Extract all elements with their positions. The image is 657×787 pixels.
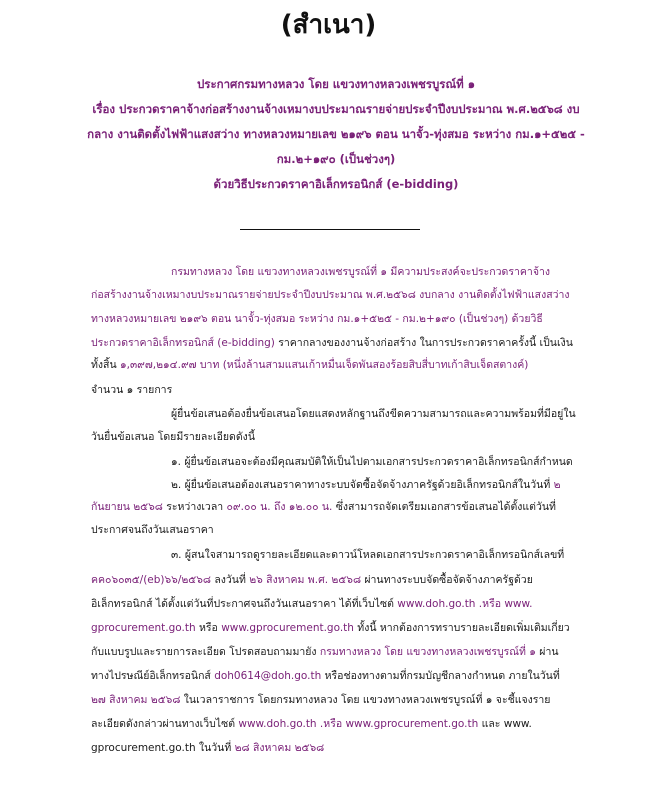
website-link-5[interactable]: gprocurement.go.th <box>91 742 196 754</box>
bid-time-range: ๐๙.๐๐ น. ถึง ๑๒.๐๐ น. <box>226 501 333 513</box>
condition-item-2-line-3: ประกาศจนถึงวันเสนอราคา <box>91 524 214 536</box>
inquiry-deadline-date: ๒๗ สิงหาคม ๒๕๖๘ <box>91 694 181 706</box>
para1-line-4 <box>91 334 591 353</box>
header-line-2: เรื่อง ประกวดราคาจ้างก่อสร้างงานจ้างเหมางบประมาณรายจ่ายประจำปีงบประมาณ พ.ศ.๒๕๖๘ งบ <box>92 102 580 116</box>
via-label: ผ่าน <box>535 646 559 658</box>
para1-line-1: กรมทางหลวง โดย แขวงทางหลวงเพชรบูรณ์ที่ ๑ มีความประสงค์จะประกวดราคาจ้าง <box>171 266 551 278</box>
website-link-4[interactable]: www.doh.go.th .หรือ www.gprocurement.go.th <box>238 718 479 730</box>
para1-line-2: ก่อสร้างงานจ้างเหมางบประมาณรายจ่ายประจำปีงบประมาณ พ.ศ.๒๕๖๘ งบกลาง งานติดตั้งไฟฟ้าแสงสว่าง <box>91 289 570 301</box>
or-label: หรือ <box>195 622 222 634</box>
dated-label: ลงวันที่ <box>211 574 250 586</box>
items-count: จำนวน ๑ รายการ <box>91 384 173 396</box>
condition-item-1: ๑. ผู้ยื่นข้อเสนอจะต้องมีคุณสมบัติให้เป็นไปตามเอกสารประกวดราคาอิเล็กทรอนิกส์กำหนด <box>171 456 573 468</box>
website-link-3[interactable]: www.gprocurement.go.th <box>221 622 354 634</box>
announcement-header <box>86 72 586 197</box>
details-label: ละเอียดดังกล่าวผ่านทางเว็บไซต์ <box>91 718 239 730</box>
condition-item-3-line-3 <box>91 595 591 614</box>
condition-item-3-line-7 <box>91 691 591 710</box>
document-date: ๒๖ สิงหาคม พ.ศ. ๒๕๖๘ <box>249 574 362 586</box>
and-www: และ www. <box>478 718 532 730</box>
header-line-1: ประกาศกรมทางหลวง โดย แขวงทางหลวงเพชรบูรณ์ที่ ๑ <box>196 77 476 91</box>
header-line-3: กลาง งานติดตั้งไฟฟ้าแสงสว่าง ทางหลวงหมายเลข ๒๑๙๖ ตอน นาจั้ว-ทุ่งสมอ ระหว่าง กม.๑+๕๒๕ - <box>87 127 585 141</box>
clarify-text: ในเวลาราชการ โดยกรมทางหลวง โดย แขวงทางหลวงเพชรบูรณ์ที่ ๑ จะชี้แจงราย <box>180 694 551 706</box>
reference-price-text: ราคากลางของงานจ้างก่อสร้าง ในการประกวดราคาครั้งนี้ เป็นเงิน <box>274 337 573 349</box>
condition-item-3-line-8 <box>91 715 591 734</box>
bid-month-year: กันยายน ๒๕๖๘ <box>91 501 163 513</box>
condition-item-3-line-1: ๓. ผู้สนใจสามารถดูรายละเอียดและดาวน์โหลดเอกสารประกวดราคาอิเล็กทรอนิกส์เลขที่ <box>171 549 565 561</box>
document-number: คค๐๖๐๓๕/(eb)๖๖/๒๕๖๘ <box>91 574 212 586</box>
item2-text: ๒. ผู้ยื่นข้อเสนอต้องเสนอราคาทางระบบจัดซื้อจัดจ้างภาครัฐด้วยอิเล็กทรอนิกส์ในวันที่ <box>171 479 554 491</box>
para2-line-2: วันยื่นข้อเสนอ โดยมีรายละเอียดดังนี้ <box>91 431 255 443</box>
contact-label: กับแบบรูปและรายการละเอียด โปรดสอบถามมายัง <box>91 646 320 658</box>
e-bidding-text: ประกวดราคาอิเล็กทรอนิกส์ (e-bidding) <box>91 337 275 349</box>
clarification-date: ๒๘ สิงหาคม ๒๕๖๘ <box>234 742 325 754</box>
total-label: ทั้งสิ้น <box>91 359 120 371</box>
contact-email-link[interactable]: doh0614@doh.go.th <box>214 670 322 682</box>
website-link-1[interactable]: www.doh.go.th .หรือ www. <box>397 598 533 610</box>
website-link-2[interactable]: gprocurement.go.th <box>91 622 196 634</box>
time-label: ระหว่างเวลา <box>162 501 227 513</box>
bid-day: ๒ <box>553 479 561 491</box>
condition-item-3-line-6 <box>91 667 591 686</box>
header-line-4: กม.๒+๑๙๐ (เป็นช่วงๆ) <box>276 152 396 166</box>
website-label: อิเล็กทรอนิกส์ ได้ตั้งแต่วันที่ประกาศจนถึงวันเสนอราคา ได้ที่เว็บไซต์ <box>91 598 398 610</box>
condition-item-3-line-9 <box>91 739 591 758</box>
inquiry-text: ทั้งนี้ หากต้องการทราบรายละเอียดเพิ่มเติมเกี่ยว <box>353 622 570 634</box>
prep-text: ซึ่งสามารถจัดเตรียมเอกสารข้อเสนอได้ตั้งแต่วันที่ <box>332 501 556 513</box>
condition-item-2-line-1 <box>171 476 657 495</box>
contact-office: กรมทางหลวง โดย แขวงทางหลวงเพชรบูรณ์ที่ ๑ <box>319 646 536 658</box>
para1-line-3: ทางหลวงหมายเลข ๒๑๙๖ ตอน นาจั้ว-ทุ่งสมอ ระหว่าง กม.๑+๕๒๕ - กม.๒+๑๙๐ (เป็นช่วงๆ) ด้วยวิธี <box>91 313 543 325</box>
on-date-label: ในวันที่ <box>195 742 235 754</box>
condition-item-3-line-5 <box>91 643 591 662</box>
condition-item-2-line-2 <box>91 498 591 517</box>
condition-item-3-line-4 <box>91 619 591 638</box>
header-divider <box>240 229 420 230</box>
total-amount: ๑,๓๙๗,๒๑๔.๙๗ บาท (หนึ่งล้านสามแสนเก้าหมื่นเจ็ดพันสองร้อยสิบสี่บาทเก้าสิบเจ็ดสตางค์) <box>119 359 529 371</box>
email-label: ทางไปรษณีย์อิเล็กทรอนิกส์ <box>91 670 215 682</box>
para1-line-5 <box>91 356 591 375</box>
header-line-5: ด้วยวิธีประกวดราคาอิเล็กทรอนิกส์ (e-bidding) <box>213 177 459 191</box>
document-title: (สำเนา) <box>280 10 377 40</box>
condition-item-3-line-2 <box>91 571 591 590</box>
egp-text: ผ่านทางระบบจัดซื้อจัดจ้างภาครัฐด้วย <box>361 574 533 586</box>
para2-line-1: ผู้ยื่นข้อเสนอต้องยื่นข้อเสนอโดยแสดงหลักฐานถึงขีดความสามารถและความพร้อมที่มีอยู่ใน <box>171 408 576 420</box>
deadline-text: หรือช่องทางตามที่กรมบัญชีกลางกำหนด ภายในวันที่ <box>321 670 560 682</box>
